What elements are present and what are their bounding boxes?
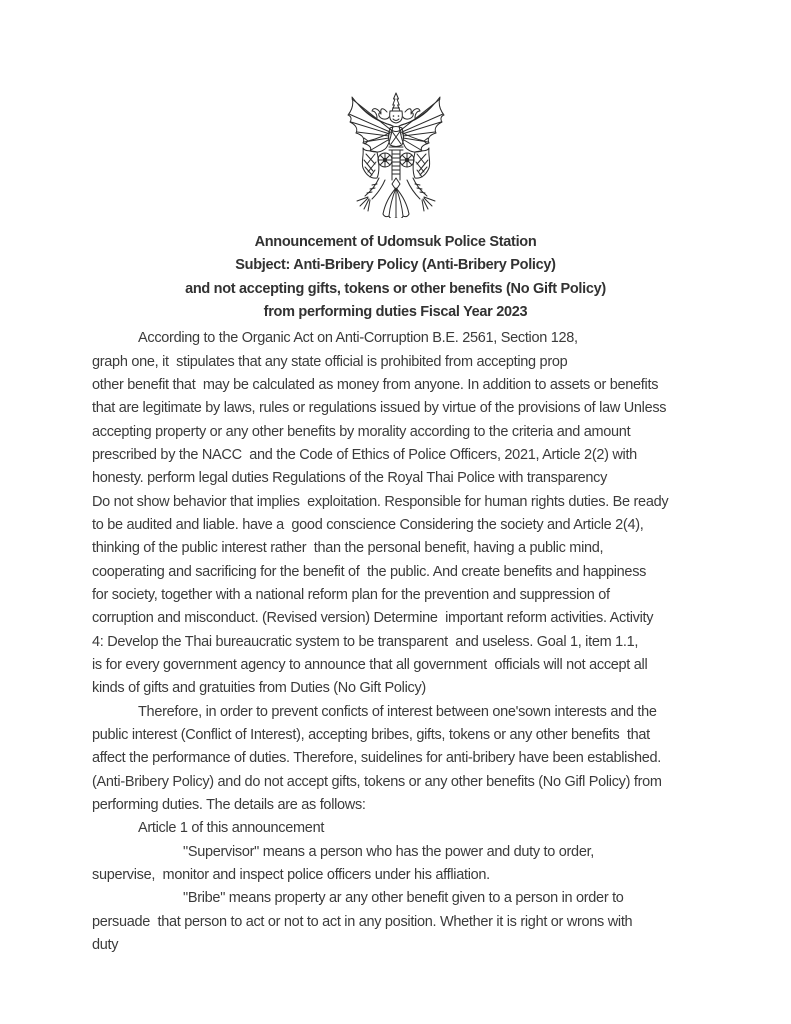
document-body <box>92 327 731 957</box>
text-line: "Bribe" means property ar any other benefit given to a person in order to <box>183 890 624 907</box>
text-line: Article 1 of this announcement <box>138 820 325 837</box>
text-line: Therefore, in order to prevent conficts of interest between one'sown interests and the <box>138 703 657 720</box>
text-line: is for every government agency to announce that all government officials will not accept all <box>92 656 648 673</box>
text-line: corruption and misconduct. (Revised version) Determine important reform activities. Activity <box>92 610 654 627</box>
text-line: thinking of the public interest rather than the personal benefit, having a public mind, <box>92 540 604 557</box>
text-line: honesty. perform legal duties Regulations of the Royal Thai Police with transparency <box>92 470 608 487</box>
text-line: According to the Organic Act on Anti-Corruption B.E. 2561, Section 128, <box>138 330 578 347</box>
text-line: accepting property or any other benefits by morality according to the criteria and amount <box>92 423 631 440</box>
text-line: performing duties. The details are as follows: <box>92 796 366 813</box>
text-line: 4: Develop the Thai bureaucratic system to be transparent and useless. Goal 1, item 1.1, <box>92 633 639 650</box>
title-line: Subject: Anti-Bribery Policy (Anti-Bribery Policy) <box>235 257 556 274</box>
text-line: graph one, it stipulates that any state official is prohibited from accepting prop <box>92 353 568 370</box>
announcement-title <box>0 231 791 324</box>
text-line: kinds of gifts and gratuities from Duties (No Gift Policy) <box>92 680 426 697</box>
title-line: from performing duties Fiscal Year 2023 <box>263 303 528 320</box>
text-line: supervise, monitor and inspect police officers under his affliation. <box>92 866 490 883</box>
garuda-emblem <box>337 92 455 218</box>
text-line: (Anti-Bribery Policy) and do not accept gifts, tokens or any other benefits (No Gifl Policy) from <box>92 773 662 790</box>
text-line: other benefit that may be calculated as money from anyone. In addition to assets or benefits <box>92 376 659 393</box>
title-line: Announcement of Udomsuk Police Station <box>254 234 537 250</box>
text-line: Do not show behavior that implies exploitation. Responsible for human rights duties. Be ready <box>92 493 669 510</box>
title-line: and not accepting gifts, tokens or other benefits (No Gift Policy) <box>185 280 606 297</box>
text-line: "Supervisor" means a person who has the power and duty to order, <box>183 843 595 860</box>
text-line: public interest (Conflict of Interest), accepting bribes, gifts, tokens or any other benefits that <box>92 726 650 743</box>
text-line: to be audited and liable. have a good conscience Considering the society and Article 2(4), <box>92 516 644 533</box>
text-line: that are legitimate by laws, rules or regulations issued by virtue of the provisions of law Unless <box>92 400 667 417</box>
garuda-emblem-drawing <box>337 92 455 218</box>
text-line: for society, together with a national reform plan for the prevention and suppression of <box>92 586 610 603</box>
text-line: cooperating and sacrificing for the benefit of the public. And create benefits and happiness <box>92 563 647 580</box>
text-line: persuade that person to act or not to act in any position. Whether it is right or wrons with <box>92 913 633 930</box>
text-line: duty <box>92 936 119 953</box>
text-line: prescribed by the NACC and the Code of Ethics of Police Officers, 2021, Article 2(2) with <box>92 446 637 463</box>
text-line: affect the performance of duties. Therefore, suidelines for anti-bribery have been established. <box>92 750 662 767</box>
